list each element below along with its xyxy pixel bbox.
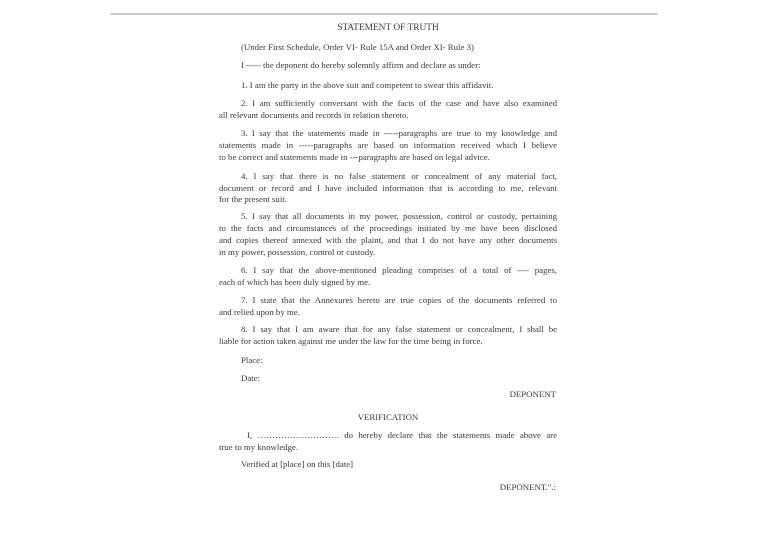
verification-heading: VERIFICATION: [357, 412, 419, 422]
verification-line: I, ………………………. do hereby declare that the statements made above are: [247, 430, 557, 440]
paragraph-4-line: 4. I say that there is no false statement or concealment of any material fact,: [241, 171, 557, 181]
paragraph-3-line: 3. I say that the statements made in -----paragraphs are true to my knowledge and: [241, 128, 557, 138]
verified-at-line: Verified at [place] on this [date]: [241, 459, 354, 469]
paragraph-5-line: to the facts and circumstances of the proceedings initiated by me have been disclosed: [219, 223, 557, 233]
page-top-border: [110, 13, 658, 15]
date-label: Date:: [241, 373, 261, 383]
paragraph-8-line: liable for action taken against me under the law for the time being in force.: [219, 336, 483, 346]
paragraph-3-line: to be correct and statements made in ---paragraphs are based on legal advice.: [219, 152, 490, 162]
paragraph-7-line: and relied upon by me.: [219, 307, 300, 317]
paragraph-5-line: in my power, possession, control or custody.: [219, 247, 376, 257]
paragraph-4-line: for the present suit.: [219, 194, 287, 204]
paragraph-6-line: 6. I say that the above-mentioned pleading comprises of a total of ---- pages,: [241, 265, 557, 275]
document-subtitle: (Under First Schedule, Order VI- Rule 15A and Order XI- Rule 3): [241, 42, 474, 52]
verification-line: true to my knowledge.: [219, 442, 299, 452]
paragraph-8-line: 8. I say that I am aware that for any false statement or concealment, I shall be: [241, 324, 557, 334]
paragraph-3-line: statements made in -----paragraphs are based on information received which I believe: [219, 140, 557, 150]
verification-deponent-label: DEPONENT.".:: [499, 482, 556, 492]
deponent-signature-label: DEPONENT: [509, 389, 556, 399]
intro-line: I ----- the deponent do hereby solemnly affirm and declare as under:: [241, 60, 481, 70]
paragraph-6-line: each of which has been duly signed by me.: [219, 277, 371, 287]
paragraph-2-line: all relevant documents and records in relation thereto.: [219, 110, 409, 120]
paragraph-1-line: 1. I am the party in the above suit and competent to swear this affidavit.: [241, 80, 494, 90]
paragraph-4-line: document or record and I have included information that is according to me, relevant: [219, 183, 557, 193]
paragraph-7-line: 7. I state that the Annexures hereto are true copies of the documents referred to: [241, 295, 557, 305]
paragraph-5-line: 5. I say that all documents in my power, possession, control or custody, pertaining: [241, 211, 557, 221]
paragraph-5-line: and copies thereof annexed with the plaint, and that I do not have any other documents: [219, 235, 557, 245]
document-title: STATEMENT OF TRUTH: [337, 23, 439, 33]
paragraph-2-line: 2. I am sufficiently conversant with the facts of the case and have also examined: [241, 98, 557, 108]
place-label: Place:: [241, 355, 263, 365]
